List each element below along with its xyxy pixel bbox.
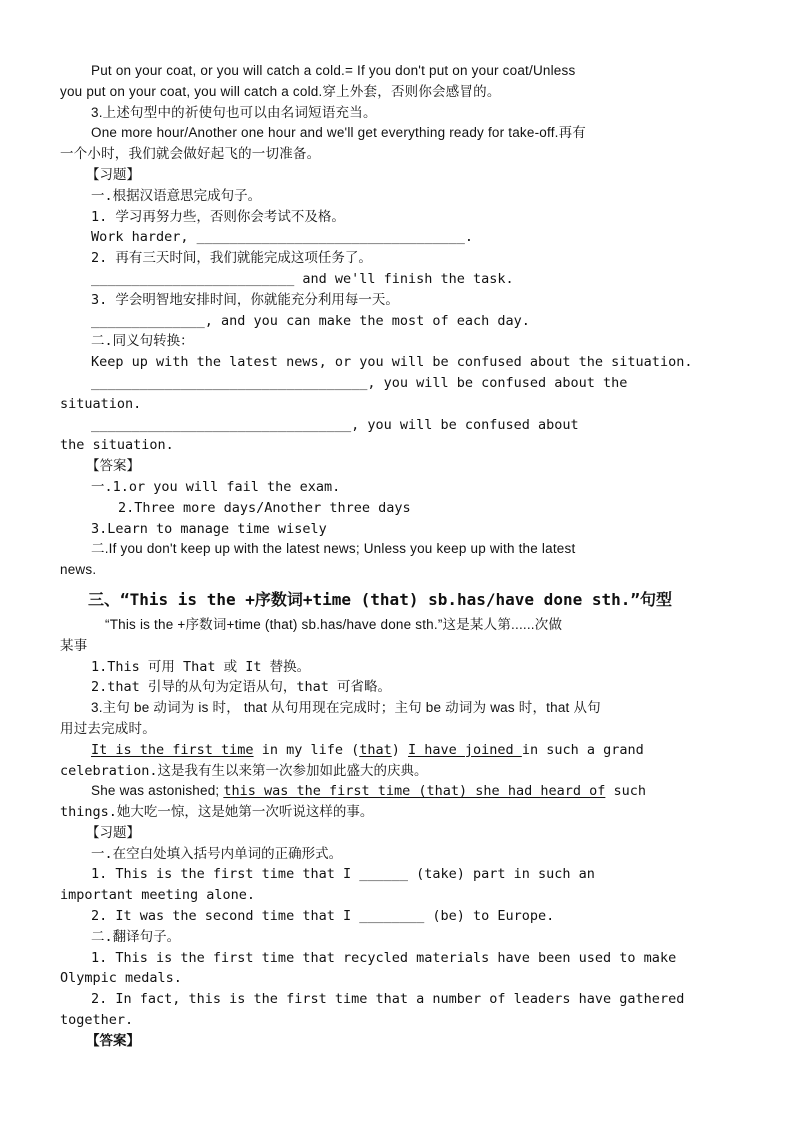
rule-line-cont: 用过去完成时。 xyxy=(60,720,156,736)
answer-line-cont: news. xyxy=(60,562,97,578)
answers-heading: 【答案】 xyxy=(86,1032,140,1049)
answer-line: 2.Three more days/Another three days xyxy=(118,499,411,516)
exercise-part-title: 一.根据汉语意思完成句子。 xyxy=(91,187,262,204)
rule-line: 3.主句 be 动词为 is 时， that 从句用现在完成时；主句 be 动词为 was 时，that 从句 xyxy=(91,700,601,716)
exercise-part-title: 一.在空白处填入括号内单词的正确形式。 xyxy=(91,845,343,862)
text-line: Put on your coat, or you will catch a cold.= If you don't put on your coat/Unless xyxy=(91,63,576,78)
example-text: in my life ( xyxy=(253,741,360,758)
answer-line: 二.If you don't keep up with the latest news; Unless you keep up with the latest xyxy=(91,541,576,557)
answer-blank-line: ________________________________, you will be confused about xyxy=(91,416,579,433)
translation-line-cont: together. xyxy=(60,1012,134,1029)
translation-line: 2. In fact, this is the first time that a number of leaders have gathered xyxy=(91,991,685,1008)
text-line: 一个小时，我们就会做好起飞的一切准备。 xyxy=(60,146,321,162)
exercise-part-title: 二.翻译句子。 xyxy=(91,928,181,945)
translation-line: 1. This is the first time that recycled materials have been used to make xyxy=(91,949,677,966)
section-intro: “This is the +序数词+time (that) sb.has/have done sth.”这是某人第......次做 xyxy=(105,616,563,632)
example-text: in such a grand xyxy=(521,741,644,758)
rule-line: 1.This 可用 That 或 It 替换。 xyxy=(91,658,311,675)
question-line-cont: important meeting alone. xyxy=(60,887,256,904)
example-text: She was astonished; xyxy=(91,783,224,799)
example-text: ) xyxy=(391,741,409,758)
exercise-heading: 【习题】 xyxy=(86,824,140,841)
answer-line: 3.Learn to manage time wisely xyxy=(91,520,327,537)
answer-blank-line: __________________________________, you will be confused about the xyxy=(91,374,628,391)
question-en: ______________, and you can make the most of each day. xyxy=(91,312,530,329)
question-en: Work harder, _________________________________. xyxy=(91,229,474,246)
underlined-phrase: that xyxy=(359,741,392,758)
source-sentence: Keep up with the latest news, or you will be confused about the situation. xyxy=(91,354,693,371)
answer-blank-line-cont: situation. xyxy=(60,395,142,412)
text-line: 3.上述句型中的祈使句也可以由名词短语充当。 xyxy=(91,104,377,120)
underlined-phrase: It is the first time xyxy=(91,741,254,758)
rule-line: 2.that 引导的从句为定语从句，that 可省略。 xyxy=(91,679,392,696)
question-cn: 1. 学习再努力些，否则你会考试不及格。 xyxy=(91,208,345,225)
exercise-part-title: 二.同义句转换： xyxy=(91,333,194,350)
section-title: 三、“This is the +序数词+time (that) sb.has/have done sth.”句型 xyxy=(88,589,673,609)
example-sentence xyxy=(60,740,734,761)
question-line: 1. This is the first time that I ______ (take) part in such an xyxy=(91,866,595,883)
answer-blank-line-cont: the situation. xyxy=(60,437,174,454)
text-line: you put on your coat, you will catch a cold.穿上外套，否则你会感冒的。 xyxy=(60,83,501,99)
exercise-heading: 【习题】 xyxy=(86,166,140,183)
underlined-phrase: I have joined xyxy=(408,741,522,758)
section-intro-cont: 某事 xyxy=(60,637,88,653)
answers-heading: 【答案】 xyxy=(86,458,140,475)
underlined-phrase: this was the first time (that) she had heard of xyxy=(223,783,606,800)
example-text: such xyxy=(605,783,646,800)
question-en: _________________________ and we'll finish the task. xyxy=(91,270,514,287)
question-cn: 3. 学会明智地安排时间，你就能充分利用每一天。 xyxy=(91,291,399,308)
translation-line-cont: Olympic medals. xyxy=(60,970,182,987)
example-sentence xyxy=(60,781,734,802)
answer-line: 一.1.or you will fail the exam. xyxy=(91,478,341,495)
question-line: 2. It was the second time that I ________ (be) to Europe. xyxy=(91,908,555,925)
question-cn: 2. 再有三天时间，我们就能完成这项任务了。 xyxy=(91,250,372,267)
document-page xyxy=(60,61,734,1052)
example-sentence-cont: things.她大吃一惊，这是她第一次听说这样的事。 xyxy=(60,804,374,821)
example-sentence-cont: celebration.这是我有生以来第一次参加如此盛大的庆典。 xyxy=(60,762,428,779)
text-line: One more hour/Another one hour and we'll get everything ready for take-off.再有 xyxy=(91,125,586,141)
